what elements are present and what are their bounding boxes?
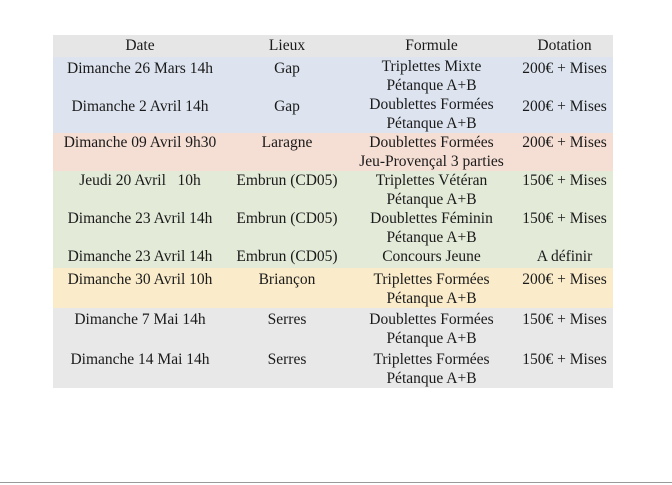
cell-lieu: Serres: [267, 311, 307, 328]
cell-date: Dimanche 2 Avril 14h: [71, 98, 209, 115]
header-dotation: Dotation: [537, 37, 592, 54]
cell-dotation: 200€ + Mises: [522, 271, 607, 288]
cell-lieu: Laragne: [261, 134, 313, 151]
cell-dotation: 150€ + Mises: [522, 311, 607, 328]
header-date: Date: [125, 37, 155, 54]
cell-lieu: Embrun (CD05): [236, 172, 338, 189]
schedule-table: [53, 35, 613, 388]
cell-lieu: Gap: [274, 98, 300, 115]
table-row: [53, 348, 613, 388]
cell-formule: Triplettes Formées Pétanque A+B: [373, 271, 490, 307]
cell-lieu: Serres: [267, 351, 307, 368]
cell-date: Dimanche 23 Avril 14h: [67, 248, 213, 265]
cell-formule: Doublettes Féminin Pétanque A+B: [370, 210, 493, 246]
cell-date: Dimanche 30 Avril 10h: [67, 271, 213, 288]
header-row: [53, 35, 613, 57]
cell-dotation: 150€ + Mises: [522, 351, 607, 368]
table-row: [53, 57, 613, 95]
cell-dotation: 150€ + Mises: [522, 172, 607, 189]
header-lieux: Lieux: [268, 37, 306, 54]
cell-formule: Triplettes Mixte Pétanque A+B: [381, 58, 482, 94]
cell-date: Dimanche 26 Mars 14h: [67, 60, 213, 77]
cell-date: Jeudi 20 Avril 10h: [79, 172, 201, 189]
cell-formule: Doublettes Formées Pétanque A+B: [369, 96, 494, 132]
cell-dotation: 200€ + Mises: [522, 134, 607, 151]
cell-lieu: Embrun (CD05): [236, 248, 338, 265]
table-row: [53, 95, 613, 133]
table-row: [53, 171, 613, 209]
cell-formule: Triplettes Formées Pétanque A+B: [373, 351, 490, 387]
table-row: [53, 209, 613, 247]
page-divider: [0, 482, 672, 483]
cell-lieu: Briançon: [258, 271, 316, 288]
cell-formule: Doublettes Formées Pétanque A+B: [369, 311, 494, 347]
cell-formule: Concours Jeune: [382, 248, 481, 265]
cell-date: Dimanche 09 Avril 9h30: [63, 134, 217, 151]
cell-formule: Triplettes Vétéran Pétanque A+B: [375, 172, 488, 208]
table-row: [53, 247, 613, 268]
cell-lieu: Gap: [274, 60, 300, 77]
cell-dotation: 200€ + Mises: [522, 98, 607, 115]
table-row: [53, 308, 613, 348]
cell-dotation: 150€ + Mises: [522, 210, 607, 227]
cell-formule: Doublettes Formées Jeu-Provençal 3 parties: [359, 134, 504, 170]
cell-lieu: Embrun (CD05): [236, 210, 338, 227]
table-row: [53, 133, 613, 171]
cell-date: Dimanche 7 Mai 14h: [74, 311, 206, 328]
cell-dotation: 200€ + Mises: [522, 60, 607, 77]
cell-dotation: A définir: [536, 248, 593, 265]
cell-date: Dimanche 14 Mai 14h: [70, 351, 210, 368]
header-formule: Formule: [405, 37, 458, 54]
table-row: [53, 268, 613, 308]
cell-date: Dimanche 23 Avril 14h: [67, 210, 213, 227]
